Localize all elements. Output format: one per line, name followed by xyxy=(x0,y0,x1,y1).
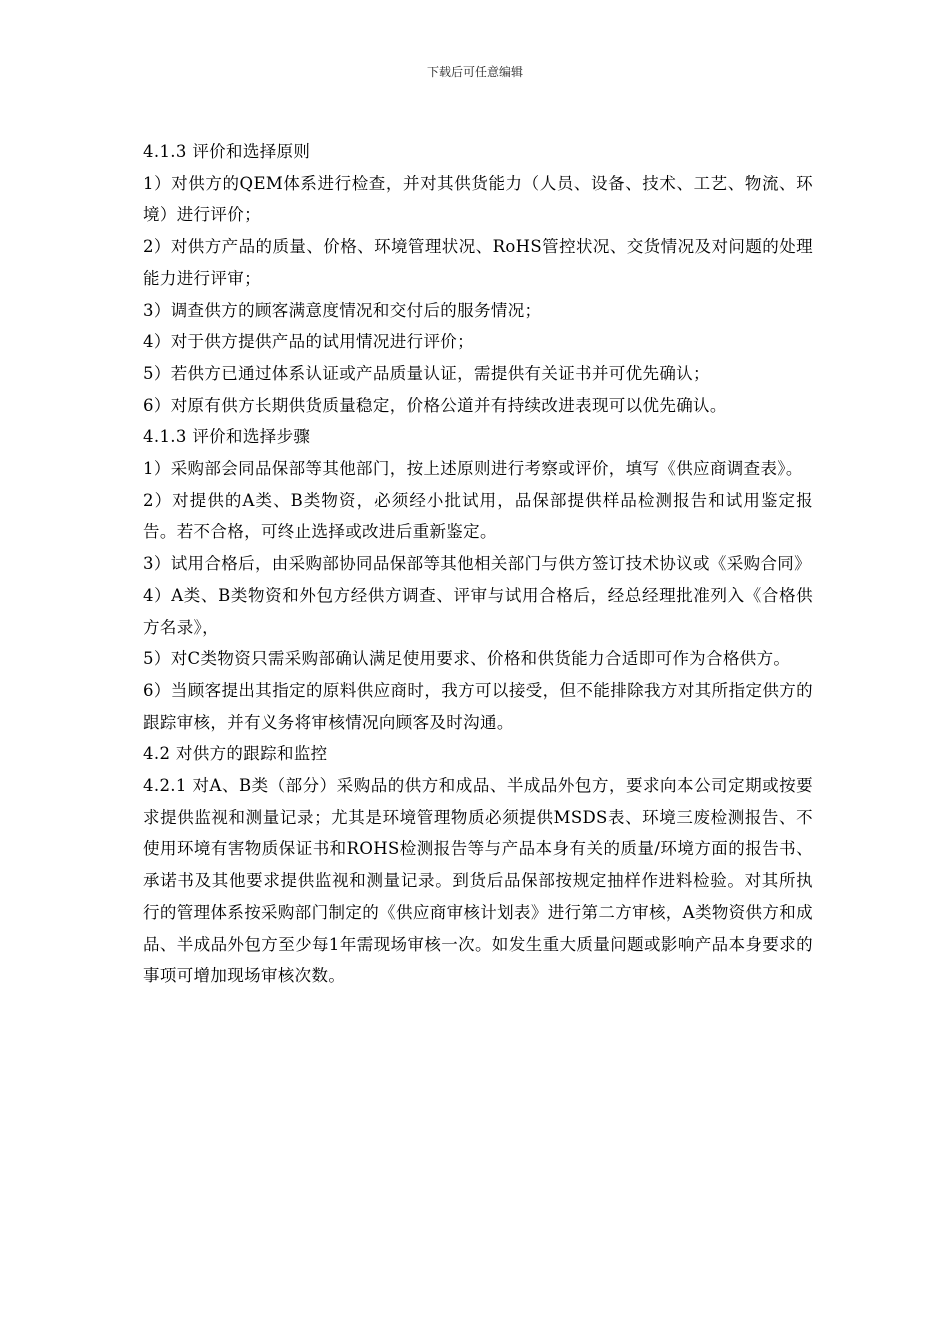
step-item-5: 5）对C类物资只需采购部确认满足使用要求、价格和供货能力合适即可作为合格供方。 xyxy=(143,649,791,669)
principle-item-6: 6）对原有供方长期供货质量稳定，价格公道并有持续改进表现可以优先确认。 xyxy=(143,395,727,415)
principle-item-4: 4）对于供方提供产品的试用情况进行评价； xyxy=(143,332,474,352)
document-body xyxy=(143,136,813,992)
section-heading-4-2: 4.2 对供方的跟踪和监控 xyxy=(143,744,328,764)
principle-item-1: 1）对供方的QEM体系进行检查，并对其供货能力（人员、设备、技术、工艺、物流、环境）进行评价； xyxy=(143,173,813,225)
section-4-2-1-body: 4.2.1 对A、B类（部分）采购品的供方和成品、半成品外包方，要求向本公司定期或按要求提供监视和测量记录；尤其是环境管理物质必须提供MSDS表、环境三废检测报告、不使用环境有害物质保证书和ROHS检测报告等与产品本身有关的质量/环境方面的报告书、承诺书及其他要求提供监视和测量记录。到货后品保部按规定抽样作进料检验。对其所执行的管理体系按采购部门制定的《供应商审核计划表》进行第二方审核，A类物资供方和成品、半成品外包方至少每1年需现场审核一次。如发生重大质量问题或影响产品本身要求的事项可增加现场审核次数。 xyxy=(143,776,813,986)
page-header: 下载后可任意编辑 xyxy=(426,65,523,79)
step-item-6: 6）当顾客提出其指定的原料供应商时，我方可以接受，但不能排除我方对其所指定供方的跟踪审核，并有义务将审核情况向顾客及时沟通。 xyxy=(143,680,813,732)
principle-item-2: 2）对供方产品的质量、价格、环境管理状况、RoHS管控状况、交货情况及对问题的处理能力进行评审； xyxy=(143,237,813,288)
step-item-2: 2）对提供的A类、B类物资，必须经小批试用，品保部提供样品检测报告和试用鉴定报告。若不合格，可终止选择或改进后重新鉴定。 xyxy=(143,490,813,542)
section-heading-4-1-3-steps: 4.1.3 评价和选择步骤 xyxy=(143,427,311,447)
principle-item-5: 5）若供方已通过体系认证或产品质量认证，需提供有关证书并可优先确认； xyxy=(143,363,710,383)
principle-item-3: 3）调查供方的顾客满意度情况和交付后的服务情况； xyxy=(143,300,542,320)
step-item-1: 1）采购部会同品保部等其他部门，按上述原则进行考察或评价，填写《供应商调查表》。 xyxy=(143,459,803,479)
step-item-3: 3）试用合格后，由采购部协同品保部等其他相关部门与供方签订技术协议或《采购合同》 xyxy=(143,554,811,574)
section-heading-4-1-3-principles: 4.1.3 评价和选择原则 xyxy=(143,142,311,161)
step-item-4: 4）A类、B类物资和外包方经供方调查、评审与试用合格后，经总经理批准列入《合格供方名录》， xyxy=(143,585,813,637)
